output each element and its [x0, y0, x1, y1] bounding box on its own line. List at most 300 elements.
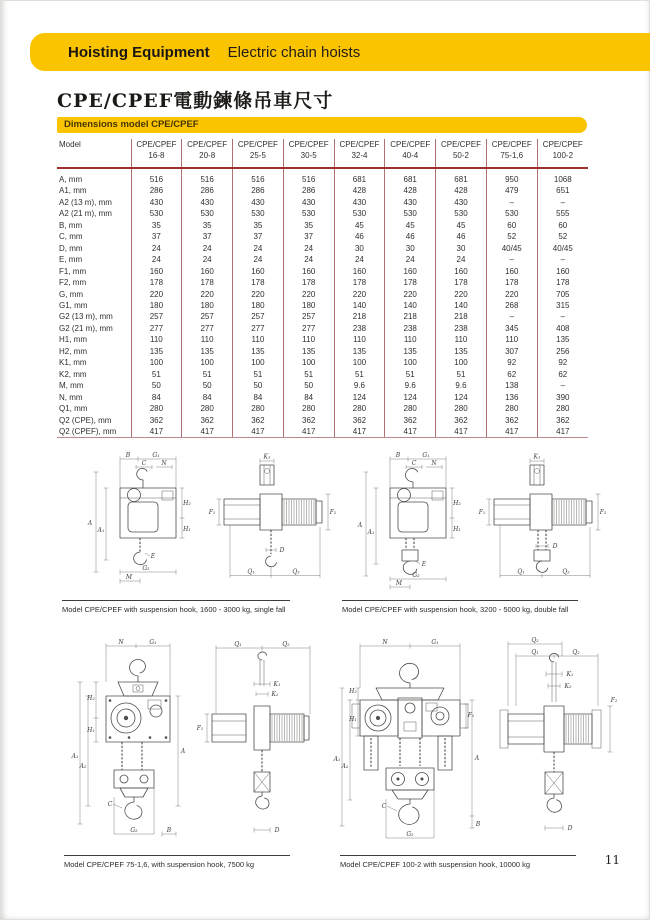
table-cell: 110: [283, 334, 334, 345]
drawing-single-fall: [80, 452, 340, 597]
row-label: C, mm: [59, 232, 83, 242]
table-cell: 178: [486, 277, 537, 288]
table-cell: 681: [385, 168, 436, 185]
dim-label: G₂: [130, 827, 138, 834]
dim-label: C: [381, 803, 387, 810]
table-cell: 100: [233, 357, 284, 368]
table-cell: 124: [436, 392, 487, 403]
table-cell: 24: [182, 254, 233, 265]
table-cell: 100: [385, 357, 436, 368]
table-cell: 277: [182, 323, 233, 334]
table-cell: 530: [486, 208, 537, 219]
table-cell: 24: [385, 254, 436, 265]
table-cell: 530: [131, 208, 182, 219]
table-cell: 220: [334, 289, 385, 300]
dim-label: Q₁: [517, 568, 525, 576]
table-cell: 362: [334, 415, 385, 426]
table-header-row: [57, 139, 588, 168]
table-cell: 178: [283, 277, 334, 288]
dim-label: D: [274, 827, 280, 834]
section-bar: Dimensions model CPE/CPEF: [57, 117, 587, 133]
table-cell: 178: [334, 277, 385, 288]
dim-label: A: [357, 522, 363, 529]
table-cell: 45: [436, 220, 487, 231]
table-cell: 408: [537, 323, 588, 334]
table-cell: 46: [385, 231, 436, 242]
table-cell: 24: [436, 254, 487, 265]
table-cell: 430: [334, 197, 385, 208]
table-cell: 135: [131, 346, 182, 357]
table-cell: 110: [486, 334, 537, 345]
dim-label: K₁: [566, 671, 574, 678]
table-cell: 428: [436, 185, 487, 196]
table-cell: 9.6: [436, 380, 487, 391]
table-cell: 51: [436, 369, 487, 380]
dim-label: H₁: [183, 526, 191, 533]
figure-caption: Model CPE/CPEF with suspension hook, 3200 - 5000 kg, double fall: [342, 600, 578, 614]
table-cell: 681: [334, 168, 385, 185]
row-label: Q2 (CPE), mm: [59, 415, 112, 425]
table-cell: 430: [233, 197, 284, 208]
column-header: CPE/CPEF 30-5: [283, 139, 334, 168]
column-header: CPE/CPEF 16-8: [131, 139, 182, 168]
table-cell: 516: [182, 168, 233, 185]
table-cell: 428: [385, 185, 436, 196]
table-cell: 110: [385, 334, 436, 345]
table-cell: 238: [334, 323, 385, 334]
dim-label: D: [279, 547, 285, 554]
table-cell: 178: [182, 277, 233, 288]
table-row: [57, 185, 588, 196]
dim-label: Q₁: [531, 649, 539, 656]
table-cell: 160: [486, 266, 537, 277]
table-cell: 1068: [537, 168, 588, 185]
table-cell: 362: [385, 415, 436, 426]
row-label: K2, mm: [59, 369, 87, 379]
dim-label: F₂: [329, 509, 337, 516]
table-cell: 50: [131, 380, 182, 391]
table-cell: 362: [537, 415, 588, 426]
table-cell: 218: [334, 311, 385, 322]
table-cell: 135: [233, 346, 284, 357]
column-header: CPE/CPEF 40-4: [385, 139, 436, 168]
dim-label: A₁: [97, 527, 105, 534]
dim-label: N: [431, 460, 437, 467]
dim-label: A₁: [367, 529, 375, 536]
table-cell: 37: [283, 231, 334, 242]
dim-label: H₁: [349, 716, 357, 723]
dim-label: D: [552, 543, 558, 550]
dim-label: H₂: [183, 500, 191, 507]
table-cell: 277: [131, 323, 182, 334]
table-cell: 24: [233, 254, 284, 265]
table-cell: 50: [233, 380, 284, 391]
row-label: A, mm: [59, 175, 83, 184]
table-cell: 135: [385, 346, 436, 357]
column-header-model: Model: [57, 139, 131, 168]
table-cell: 178: [385, 277, 436, 288]
row-label: K1, mm: [59, 358, 87, 368]
table-row: [57, 415, 588, 426]
table-cell: 417: [486, 426, 537, 438]
dim-label: H₂: [349, 688, 357, 695]
table-cell: 362: [131, 415, 182, 426]
dim-label: A₂: [79, 763, 87, 770]
dim-label: K₁: [263, 453, 271, 461]
column-header: CPE/CPEF 32-4: [334, 139, 385, 168]
table-cell: 277: [233, 323, 284, 334]
table-row: [57, 346, 588, 357]
table-row: [57, 403, 588, 414]
row-label: G2 (21 m), mm: [59, 323, 113, 333]
table-row: [57, 334, 588, 345]
table-cell: 362: [182, 415, 233, 426]
table-cell: 62: [486, 369, 537, 380]
row-label: D, mm: [59, 243, 83, 253]
table-cell: 286: [182, 185, 233, 196]
table-cell: 257: [283, 311, 334, 322]
table-row: [57, 168, 588, 185]
table-cell: 160: [182, 266, 233, 277]
table-cell: 257: [131, 311, 182, 322]
figure-100-2: [330, 636, 620, 856]
dim-label: B: [475, 821, 481, 828]
header-bar: [30, 33, 650, 71]
table-cell: 705: [537, 289, 588, 300]
table-row: [57, 197, 588, 208]
dim-label: H₁: [87, 727, 95, 734]
page-title: CPE/CPEF電動鍊條吊車尺寸: [57, 90, 334, 112]
row-label: G2 (13 m), mm: [59, 312, 113, 322]
table-cell: 100: [436, 357, 487, 368]
table-cell: 530: [334, 208, 385, 219]
dim-label: K₁: [533, 453, 541, 461]
table-cell: –: [486, 197, 537, 208]
table-cell: 140: [436, 300, 487, 311]
table-cell: 60: [537, 220, 588, 231]
table-cell: 24: [233, 243, 284, 254]
table-cell: 220: [182, 289, 233, 300]
dim-label: A₁: [333, 756, 341, 763]
table-cell: 110: [436, 334, 487, 345]
table-cell: 651: [537, 185, 588, 196]
dim-label: E: [150, 553, 156, 560]
table-cell: 160: [131, 266, 182, 277]
dim-label: D: [567, 825, 573, 832]
dim-label: F₂: [610, 697, 618, 704]
drawing-100-2: [330, 636, 620, 851]
table-cell: 417: [233, 426, 284, 438]
dim-label: N: [118, 639, 124, 646]
table-cell: 100: [283, 357, 334, 368]
dim-label: F₁: [467, 712, 475, 719]
table-cell: 286: [283, 185, 334, 196]
table-row: [57, 243, 588, 254]
dim-label: K₁: [273, 681, 281, 688]
table-cell: 479: [486, 185, 537, 196]
dim-label: A: [87, 520, 93, 527]
table-cell: 220: [131, 289, 182, 300]
table-cell: 30: [436, 243, 487, 254]
table-cell: 160: [283, 266, 334, 277]
table-cell: 110: [233, 334, 284, 345]
table-cell: 516: [283, 168, 334, 185]
table-cell: 40/45: [486, 243, 537, 254]
table-cell: 24: [283, 254, 334, 265]
table-cell: 430: [436, 197, 487, 208]
table-cell: 84: [131, 392, 182, 403]
table-row: [57, 380, 588, 391]
table-cell: –: [537, 197, 588, 208]
dim-label: M: [125, 574, 133, 581]
table-cell: 277: [283, 323, 334, 334]
dim-label: B: [166, 827, 172, 834]
table-cell: 135: [436, 346, 487, 357]
table-cell: 430: [385, 197, 436, 208]
dim-label: Q₂: [292, 568, 300, 576]
table-cell: 30: [385, 243, 436, 254]
table-cell: 124: [334, 392, 385, 403]
table-cell: 140: [334, 300, 385, 311]
table-cell: 268: [486, 300, 537, 311]
dim-label: A: [474, 755, 480, 762]
table-cell: 555: [537, 208, 588, 219]
table-cell: 135: [283, 346, 334, 357]
dim-label: G₁: [152, 452, 160, 459]
drawing-double-fall: [350, 452, 610, 597]
table-cell: 180: [283, 300, 334, 311]
table-cell: 24: [283, 243, 334, 254]
table-cell: 180: [131, 300, 182, 311]
dim-label: C: [107, 801, 113, 808]
table-cell: 52: [486, 231, 537, 242]
dim-label: N: [382, 639, 388, 646]
table-cell: 37: [233, 231, 284, 242]
table-cell: 280: [131, 403, 182, 414]
table-cell: 530: [283, 208, 334, 219]
table-cell: 362: [436, 415, 487, 426]
page-number: 11: [604, 853, 620, 867]
table-cell: 428: [334, 185, 385, 196]
table-cell: 135: [334, 346, 385, 357]
dim-label: G₁: [431, 639, 439, 646]
table-cell: –: [486, 254, 537, 265]
table-cell: 9.6: [334, 380, 385, 391]
table-cell: 286: [131, 185, 182, 196]
table-cell: 50: [182, 380, 233, 391]
table-cell: 45: [385, 220, 436, 231]
figure-double-fall: [350, 452, 610, 602]
row-label: M, mm: [59, 381, 84, 391]
row-label: F2, mm: [59, 278, 87, 288]
table-cell: 417: [537, 426, 588, 438]
row-label: A2 (13 m), mm: [59, 197, 112, 207]
column-header: CPE/CPEF 20-8: [182, 139, 233, 168]
table-cell: 37: [182, 231, 233, 242]
table-cell: 430: [283, 197, 334, 208]
table-cell: 51: [385, 369, 436, 380]
column-header: CPE/CPEF 75-1,6: [486, 139, 537, 168]
dim-label: H₂: [453, 500, 461, 507]
table-cell: 417: [436, 426, 487, 438]
table-cell: 92: [537, 357, 588, 368]
row-label: G, mm: [59, 289, 83, 299]
table-cell: 110: [131, 334, 182, 345]
table-cell: –: [537, 311, 588, 322]
table-cell: 51: [233, 369, 284, 380]
table-cell: 50: [283, 380, 334, 391]
header-subtitle: Electric chain hoists: [227, 43, 361, 61]
table-cell: 92: [486, 357, 537, 368]
table-cell: 100: [131, 357, 182, 368]
table-row: [57, 289, 588, 300]
table-cell: 35: [233, 220, 284, 231]
dim-label: Q₁: [234, 641, 242, 648]
table-cell: 178: [131, 277, 182, 288]
table-cell: 160: [233, 266, 284, 277]
table-cell: 180: [233, 300, 284, 311]
table-row: [57, 311, 588, 322]
dim-label: H₁: [453, 526, 461, 533]
table-cell: 280: [436, 403, 487, 414]
table-cell: 280: [283, 403, 334, 414]
table-cell: 84: [283, 392, 334, 403]
table-cell: 362: [283, 415, 334, 426]
row-label: Q2 (CPEF), mm: [57, 426, 131, 438]
table-cell: 45: [334, 220, 385, 231]
dim-label: F₁: [478, 509, 486, 516]
table-body: [57, 168, 588, 438]
dim-label: Q₂: [282, 641, 290, 648]
dim-label: G₂: [142, 565, 150, 572]
dim-label: A: [180, 748, 186, 755]
table-cell: 35: [131, 220, 182, 231]
table-cell: 430: [182, 197, 233, 208]
table-row: [57, 300, 588, 311]
figure-caption: Model CPE/CPEF 100-2 with suspension hook, 10000 kg: [340, 855, 576, 869]
table-cell: 24: [131, 254, 182, 265]
table-cell: 160: [436, 266, 487, 277]
table-cell: 51: [131, 369, 182, 380]
row-label: G1, mm: [59, 300, 88, 310]
table-cell: 220: [385, 289, 436, 300]
table-cell: 257: [233, 311, 284, 322]
dim-label: K₂: [564, 683, 572, 690]
dim-label: H₂: [87, 695, 95, 702]
header-category: Hoisting Equipment: [68, 43, 210, 61]
table-cell: 681: [436, 168, 487, 185]
table-row: [57, 392, 588, 403]
table-cell: 238: [385, 323, 436, 334]
dim-label: B: [395, 452, 401, 459]
figure-caption: Model CPE/CPEF with suspension hook, 1600 - 3000 kg, single fall: [62, 600, 290, 614]
table-cell: 136: [486, 392, 537, 403]
dim-label: F₁: [196, 725, 204, 732]
figure-caption: Model CPE/CPEF 75-1,6, with suspension hook, 7500 kg: [64, 855, 290, 869]
table-cell: 220: [436, 289, 487, 300]
table-cell: 218: [436, 311, 487, 322]
table-cell: 417: [334, 426, 385, 438]
table-cell: –: [486, 311, 537, 322]
table-cell: 417: [385, 426, 436, 438]
table-cell: 516: [233, 168, 284, 185]
dim-label: Q₂: [572, 649, 580, 656]
dim-label: G₂: [406, 831, 414, 838]
dim-label: Q₂: [562, 568, 570, 576]
table-cell: 417: [182, 426, 233, 438]
dim-label: F₁: [208, 509, 216, 516]
table-cell: 516: [131, 168, 182, 185]
table-cell: 362: [486, 415, 537, 426]
table-row: [57, 254, 588, 265]
table-cell: 345: [486, 323, 537, 334]
table-cell: 135: [537, 334, 588, 345]
dim-label: Q₁: [247, 568, 255, 576]
table-cell: 100: [334, 357, 385, 368]
table-cell: 390: [537, 392, 588, 403]
table-row: [57, 369, 588, 380]
table-cell: 530: [385, 208, 436, 219]
table-cell: 417: [131, 426, 182, 438]
table-cell: 100: [182, 357, 233, 368]
table-cell: 110: [182, 334, 233, 345]
table-cell: 160: [334, 266, 385, 277]
row-label: B, mm: [59, 220, 83, 230]
table-cell: –: [537, 380, 588, 391]
row-label: N, mm: [59, 392, 83, 402]
table-cell: 160: [537, 266, 588, 277]
table-row: [57, 266, 588, 277]
table-cell: –: [537, 254, 588, 265]
dim-label: A₁: [71, 753, 79, 760]
table-cell: 46: [334, 231, 385, 242]
dim-label: C: [411, 460, 417, 467]
table-cell: 124: [385, 392, 436, 403]
dim-label: M: [395, 580, 403, 587]
table-row: [57, 231, 588, 242]
table-cell: 35: [283, 220, 334, 231]
table-cell: 62: [537, 369, 588, 380]
table-cell: 24: [131, 243, 182, 254]
table-cell: 9.6: [385, 380, 436, 391]
table-cell: 257: [182, 311, 233, 322]
table-cell: 950: [486, 168, 537, 185]
table-cell: 280: [537, 403, 588, 414]
table-row: [57, 323, 588, 334]
table-cell: 430: [131, 197, 182, 208]
table-cell: 24: [334, 254, 385, 265]
table-cell: 280: [486, 403, 537, 414]
table-cell: 280: [385, 403, 436, 414]
row-label: A2 (21 m), mm: [59, 209, 112, 219]
dim-label: G₁: [149, 639, 157, 646]
table-cell: 220: [283, 289, 334, 300]
dim-label: B: [125, 452, 131, 459]
dim-label: C: [141, 460, 147, 467]
table-cell: 178: [233, 277, 284, 288]
table-cell: 180: [182, 300, 233, 311]
table-cell: 220: [233, 289, 284, 300]
table-cell: 256: [537, 346, 588, 357]
drawing-75-16: [66, 638, 316, 853]
dim-label: K₂: [271, 691, 279, 698]
table-cell: 30: [334, 243, 385, 254]
table-cell: 84: [182, 392, 233, 403]
table-cell: 40/45: [537, 243, 588, 254]
dim-label: G₁: [422, 452, 430, 459]
table-cell: 307: [486, 346, 537, 357]
column-header: CPE/CPEF 50-2: [436, 139, 487, 168]
